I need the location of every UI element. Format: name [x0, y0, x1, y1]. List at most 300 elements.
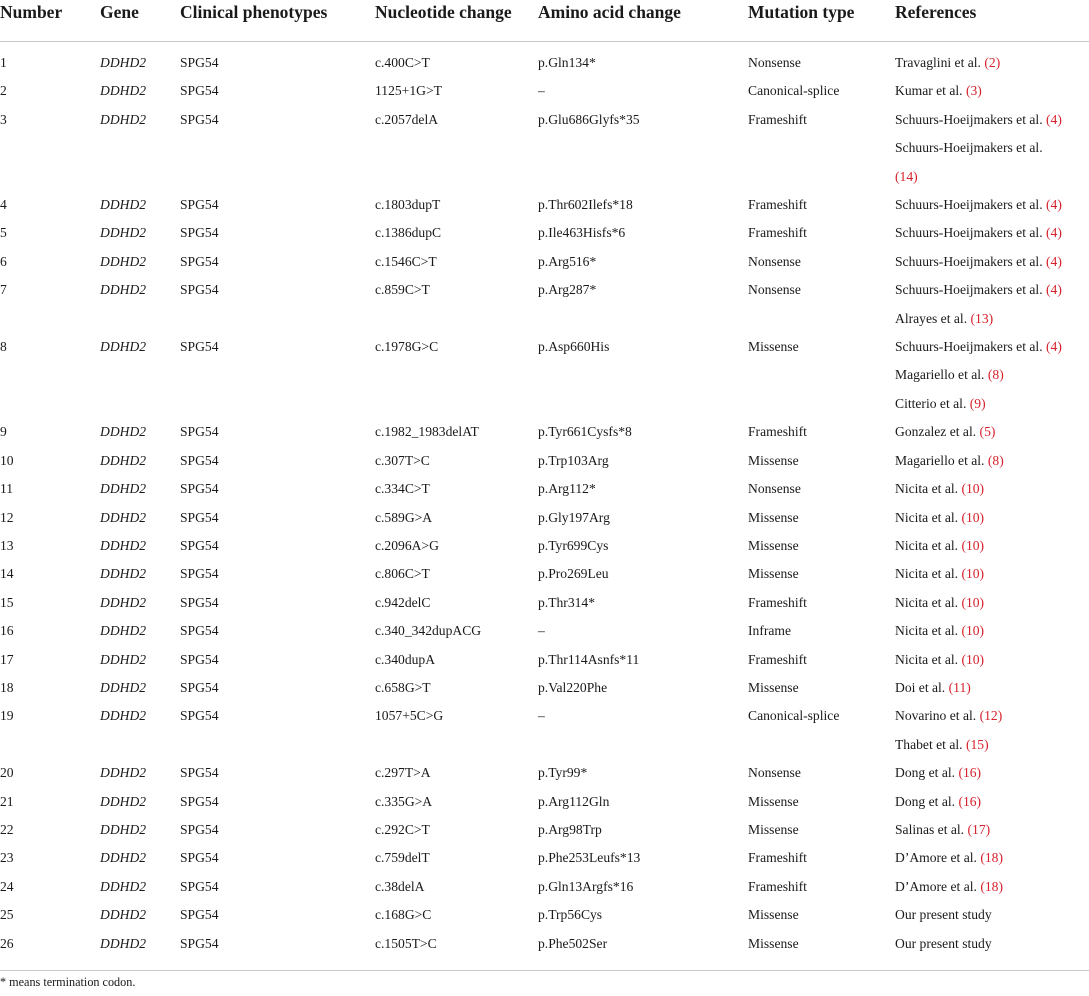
- cell-clinical-phenotype: SPG54: [180, 930, 375, 971]
- table-row: [0, 532, 1089, 560]
- table-row: [0, 844, 1089, 872]
- reference-number-link[interactable]: (4): [1046, 225, 1062, 241]
- table-row: [0, 930, 1089, 971]
- cell-references: [895, 475, 1089, 503]
- reference-author: Our present study: [895, 935, 992, 951]
- cell-gene: DDHD2: [100, 452, 147, 468]
- reference-entry: [895, 816, 1089, 844]
- cell-gene: DDHD2: [100, 225, 147, 241]
- header-mutation-type: Mutation type: [748, 0, 895, 42]
- reference-author: Nicita et al.: [895, 651, 959, 667]
- reference-author: Schuurs-Hoeijmakers et al.: [895, 140, 1043, 156]
- cell-clinical-phenotype: SPG54: [180, 197, 219, 213]
- table-row: [0, 901, 1089, 929]
- reference-number-link[interactable]: (8): [987, 367, 1004, 383]
- cell-amino-acid-change: p.Tyr99*: [538, 765, 588, 781]
- cell-references: [895, 106, 1089, 191]
- cell-nucleotide-change: c.1978G>C: [375, 339, 439, 355]
- reference-number-link[interactable]: (10): [961, 623, 985, 639]
- cell-references: [895, 844, 1089, 872]
- cell-amino-acid-change: p.Gln13Argfs*16: [538, 878, 634, 894]
- reference-entry: [895, 788, 1089, 816]
- table-body: [0, 42, 1089, 971]
- reference-number-link[interactable]: (14): [895, 168, 918, 184]
- cell-clinical-phenotype: SPG54: [180, 537, 219, 553]
- reference-author: Travaglini et al.: [895, 55, 981, 70]
- cell-references: [895, 219, 1089, 247]
- cell-amino-acid-change: p.Trp56Cys: [538, 907, 603, 923]
- reference-entry: [895, 361, 1089, 389]
- cell-nucleotide-change: 1125+1G>T: [375, 83, 442, 99]
- cell-gene: DDHD2: [100, 623, 147, 639]
- cell-clinical-phenotype: SPG54: [180, 821, 219, 837]
- cell-amino-acid-change: p.Glu686Glyfs*35: [538, 111, 640, 127]
- cell-gene: DDHD2: [100, 424, 147, 440]
- table-row: [0, 77, 1089, 105]
- reference-entry: [895, 901, 1089, 929]
- reference-entry: [895, 844, 1089, 872]
- reference-number-link[interactable]: (10): [961, 481, 985, 497]
- cell-references: [895, 674, 1089, 702]
- cell-amino-acid-change: –: [538, 83, 545, 99]
- cell-references: [895, 617, 1089, 645]
- cell-number: 23: [0, 850, 14, 866]
- cell-mutation-type: Frameshift: [748, 878, 807, 894]
- cell-amino-acid-change: p.Asp660His: [538, 339, 610, 355]
- reference-entry: [895, 674, 1089, 702]
- reference-number-link[interactable]: (13): [970, 310, 994, 326]
- reference-author: Doi et al.: [895, 679, 946, 695]
- cell-references: [895, 560, 1089, 588]
- table-footnote: * means termination codon.: [0, 975, 136, 989]
- cell-gene: DDHD2: [100, 850, 147, 866]
- cell-references: [895, 532, 1089, 560]
- cell-nucleotide-change: c.168G>C: [375, 907, 432, 923]
- cell-references: [895, 276, 1089, 333]
- cell-gene: DDHD2: [100, 651, 147, 667]
- cell-mutation-type: Missense: [748, 509, 799, 525]
- reference-number-link[interactable]: (18): [980, 878, 1003, 894]
- reference-author: Dong et al.: [895, 793, 956, 809]
- cell-clinical-phenotype: SPG54: [180, 679, 219, 695]
- cell-gene: DDHD2: [100, 282, 147, 298]
- cell-references: [895, 816, 1089, 844]
- header-number: Number: [0, 0, 100, 42]
- cell-amino-acid-change: p.Tyr661Cysfs*8: [538, 424, 632, 440]
- cell-mutation-type: Frameshift: [748, 197, 807, 213]
- reference-entry: [895, 106, 1089, 134]
- cell-number: 26: [0, 930, 100, 971]
- cell-clinical-phenotype: SPG54: [180, 651, 219, 667]
- reference-author: Citterio et al.: [895, 395, 967, 411]
- cell-gene: DDHD2: [100, 339, 147, 355]
- cell-number: 7: [0, 282, 7, 298]
- cell-amino-acid-change: p.Ile463Hisfs*6: [538, 225, 626, 241]
- reference-entry: [895, 873, 1089, 901]
- table-row: [0, 702, 1089, 759]
- cell-clinical-phenotype: SPG54: [180, 452, 219, 468]
- reference-number-link[interactable]: (12): [979, 708, 1003, 724]
- table-row: [0, 560, 1089, 588]
- cell-references: [895, 788, 1089, 816]
- table-row: [0, 674, 1089, 702]
- cell-clinical-phenotype: SPG54: [180, 878, 219, 894]
- cell-amino-acid-change: p.Gln134*: [538, 55, 596, 70]
- reference-author: Nicita et al.: [895, 481, 959, 497]
- reference-number-link[interactable]: (18): [980, 850, 1003, 866]
- cell-gene: DDHD2: [100, 509, 147, 525]
- cell-number: 17: [0, 651, 14, 667]
- cell-number: 19: [0, 708, 14, 724]
- reference-entry: [895, 646, 1089, 674]
- reference-author: Nicita et al.: [895, 594, 959, 610]
- table-row: [0, 42, 1089, 78]
- cell-mutation-type: Frameshift: [748, 850, 807, 866]
- cell-gene: DDHD2: [100, 821, 147, 837]
- reference-author: Schuurs-Hoeijmakers et al.: [895, 339, 1043, 355]
- cell-mutation-type: Frameshift: [748, 424, 807, 440]
- cell-number: 20: [0, 765, 14, 781]
- table-row: [0, 646, 1089, 674]
- cell-references: [895, 77, 1089, 105]
- cell-gene: DDHD2: [100, 878, 147, 894]
- cell-nucleotide-change: 1057+5C>G: [375, 708, 444, 724]
- cell-nucleotide-change: c.1546C>T: [375, 253, 437, 269]
- cell-mutation-type: Missense: [748, 452, 799, 468]
- reference-author: D’Amore et al.: [895, 878, 977, 894]
- reference-number-link[interactable]: (16): [958, 765, 982, 781]
- table-row: [0, 504, 1089, 532]
- reference-entry: [895, 504, 1089, 532]
- cell-number: 25: [0, 907, 14, 923]
- cell-amino-acid-change: p.Val220Phe: [538, 679, 608, 695]
- cell-mutation-type: Missense: [748, 907, 799, 923]
- reference-entry: [895, 589, 1089, 617]
- cell-gene: DDHD2: [100, 793, 147, 809]
- reference-author: Nicita et al.: [895, 566, 959, 582]
- cell-amino-acid-change: p.Trp103Arg: [538, 452, 609, 468]
- reference-author: Magariello et al.: [895, 367, 985, 383]
- cell-number: 16: [0, 623, 14, 639]
- cell-amino-acid-change: p.Thr114Asnfs*11: [538, 651, 640, 667]
- cell-mutation-type: Frameshift: [748, 651, 807, 667]
- reference-entry: [895, 560, 1089, 588]
- reference-author: Alrayes et al.: [895, 310, 968, 326]
- reference-number-link[interactable]: (4): [1046, 111, 1062, 127]
- reference-number-link[interactable]: (10): [961, 537, 985, 553]
- header-nucleotide-change: Nucleotide change: [375, 0, 538, 42]
- cell-clinical-phenotype: SPG54: [180, 793, 219, 809]
- cell-number: 1: [0, 55, 7, 70]
- cell-number: 22: [0, 821, 14, 837]
- table-row: [0, 788, 1089, 816]
- cell-amino-acid-change: p.Arg112Gln: [538, 793, 610, 809]
- cell-nucleotide-change: c.859C>T: [375, 282, 430, 298]
- cell-clinical-phenotype: SPG54: [180, 708, 219, 724]
- reference-number-link[interactable]: (5): [979, 424, 996, 440]
- cell-references: [895, 42, 1089, 78]
- cell-clinical-phenotype: SPG54: [180, 424, 219, 440]
- reference-entry: [895, 276, 1089, 304]
- cell-references: [895, 504, 1089, 532]
- reference-entry: [895, 390, 1089, 418]
- cell-number: 6: [0, 253, 7, 269]
- cell-mutation-type: Inframe: [748, 623, 792, 639]
- cell-gene: DDHD2: [100, 907, 147, 923]
- cell-nucleotide-change: c.759delT: [375, 850, 430, 866]
- cell-number: 9: [0, 424, 7, 440]
- cell-clinical-phenotype: SPG54: [180, 481, 219, 497]
- cell-references: [895, 873, 1089, 901]
- table-row: [0, 248, 1089, 276]
- cell-references: [895, 930, 1089, 971]
- cell-references: [895, 191, 1089, 219]
- cell-nucleotide-change: c.335G>A: [375, 793, 433, 809]
- cell-number: 15: [0, 594, 14, 610]
- cell-mutation-type: Nonsense: [748, 765, 801, 781]
- cell-number: 11: [0, 481, 14, 497]
- reference-number-link[interactable]: (2): [984, 55, 1001, 70]
- cell-nucleotide-change: c.658G>T: [375, 679, 431, 695]
- cell-number: 21: [0, 793, 14, 809]
- cell-gene: DDHD2: [100, 708, 147, 724]
- cell-mutation-type: Missense: [748, 566, 799, 582]
- reference-number-link[interactable]: (17): [967, 821, 991, 837]
- cell-references: [895, 418, 1089, 446]
- table-row: [0, 475, 1089, 503]
- reference-author: Our present study: [895, 907, 992, 923]
- cell-amino-acid-change: p.Phe253Leufs*13: [538, 850, 641, 866]
- cell-gene: DDHD2: [100, 481, 147, 497]
- header-row: [0, 0, 1089, 42]
- cell-mutation-type: Missense: [748, 793, 799, 809]
- reference-entry: [895, 731, 1089, 759]
- cell-nucleotide-change: c.2096A>G: [375, 537, 439, 553]
- reference-number-link[interactable]: (9): [969, 395, 986, 411]
- reference-number-link[interactable]: (4): [1046, 282, 1062, 298]
- reference-number-link[interactable]: (8): [987, 452, 1004, 468]
- cell-gene: DDHD2: [100, 594, 147, 610]
- reference-entry: [895, 930, 1089, 958]
- reference-entry: [895, 759, 1089, 787]
- cell-references: [895, 901, 1089, 929]
- cell-amino-acid-change: p.Arg516*: [538, 253, 597, 269]
- cell-nucleotide-change: c.1982_1983delAT: [375, 424, 479, 440]
- reference-entry: [895, 475, 1089, 503]
- cell-references: [895, 589, 1089, 617]
- cell-nucleotide-change: c.307T>C: [375, 452, 430, 468]
- reference-number-link[interactable]: (15): [965, 736, 989, 752]
- table-row: [0, 191, 1089, 219]
- cell-clinical-phenotype: SPG54: [180, 850, 219, 866]
- cell-gene: DDHD2: [100, 197, 147, 213]
- cell-nucleotide-change: c.297T>A: [375, 765, 431, 781]
- table-row: [0, 759, 1089, 787]
- cell-mutation-type: Missense: [748, 821, 799, 837]
- reference-number-link[interactable]: (11): [948, 679, 971, 695]
- table-row: [0, 106, 1089, 191]
- cell-clinical-phenotype: SPG54: [180, 253, 219, 269]
- cell-nucleotide-change: c.1505T>C: [375, 930, 538, 971]
- cell-amino-acid-change: p.Phe502Ser: [538, 930, 748, 971]
- cell-number: 8: [0, 339, 7, 355]
- cell-mutation-type: Nonsense: [748, 253, 801, 269]
- reference-number-link[interactable]: (4): [1046, 197, 1062, 213]
- reference-entry: [895, 447, 1089, 475]
- cell-mutation-type: Frameshift: [748, 225, 807, 241]
- cell-references: [895, 333, 1089, 418]
- reference-entry: [895, 305, 1089, 333]
- table-row: [0, 617, 1089, 645]
- cell-gene: DDHD2: [100, 566, 147, 582]
- cell-amino-acid-change: p.Thr314*: [538, 594, 596, 610]
- cell-mutation-type: Frameshift: [748, 594, 807, 610]
- reference-entry: [895, 163, 1089, 191]
- cell-mutation-type: Frameshift: [748, 111, 807, 127]
- table-row: [0, 589, 1089, 617]
- cell-number: 4: [0, 197, 7, 213]
- cell-number: 5: [0, 225, 7, 241]
- cell-nucleotide-change: c.292C>T: [375, 821, 430, 837]
- cell-number: 14: [0, 566, 14, 582]
- cell-clinical-phenotype: SPG54: [180, 623, 219, 639]
- reference-author: Nicita et al.: [895, 623, 959, 639]
- header-references: References: [895, 0, 1089, 42]
- cell-clinical-phenotype: SPG54: [180, 225, 219, 241]
- reference-number-link[interactable]: (4): [1046, 339, 1062, 355]
- reference-entry: [895, 191, 1089, 219]
- cell-number: 13: [0, 537, 14, 553]
- header-amino-acid-change: Amino acid change: [538, 0, 748, 42]
- reference-author: Schuurs-Hoeijmakers et al.: [895, 282, 1043, 298]
- reference-author: Schuurs-Hoeijmakers et al.: [895, 111, 1043, 127]
- cell-amino-acid-change: p.Tyr699Cys: [538, 537, 609, 553]
- cell-nucleotide-change: c.340dupA: [375, 651, 436, 667]
- cell-number: 24: [0, 878, 14, 894]
- cell-nucleotide-change: c.2057delA: [375, 111, 439, 127]
- reference-author: Nicita et al.: [895, 537, 959, 553]
- cell-mutation-type: Missense: [748, 537, 799, 553]
- cell-references: [895, 702, 1089, 759]
- reference-author: Novarino et al.: [895, 708, 977, 724]
- cell-amino-acid-change: p.Arg98Trp: [538, 821, 602, 837]
- cell-amino-acid-change: –: [538, 623, 545, 639]
- cell-amino-acid-change: p.Thr602Ilefs*18: [538, 197, 633, 213]
- cell-amino-acid-change: p.Gly197Arg: [538, 509, 610, 525]
- table-row: [0, 219, 1089, 247]
- header-clinical-phenotypes: Clinical phenotypes: [180, 0, 375, 42]
- cell-references: [895, 248, 1089, 276]
- reference-number-link[interactable]: (10): [961, 509, 985, 525]
- cell-number: 18: [0, 679, 14, 695]
- cell-nucleotide-change: c.340_342dupACG: [375, 623, 482, 639]
- table-row: [0, 276, 1089, 333]
- cell-references: [895, 646, 1089, 674]
- reference-entry: [895, 219, 1089, 247]
- table-row: [0, 816, 1089, 844]
- cell-nucleotide-change: c.1803dupT: [375, 197, 441, 213]
- reference-author: Gonzalez et al.: [895, 424, 977, 440]
- cell-mutation-type: Nonsense: [748, 481, 801, 497]
- reference-author: D’Amore et al.: [895, 850, 977, 866]
- cell-mutation-type: Missense: [748, 339, 799, 355]
- cell-nucleotide-change: c.806C>T: [375, 566, 430, 582]
- table-row: [0, 418, 1089, 446]
- cell-gene: DDHD2: [100, 537, 147, 553]
- cell-clinical-phenotype: SPG54: [180, 55, 219, 70]
- cell-amino-acid-change: p.Arg287*: [538, 282, 597, 298]
- cell-number: 10: [0, 452, 14, 468]
- reference-entry: [895, 49, 1089, 77]
- reference-author: Dong et al.: [895, 765, 956, 781]
- cell-nucleotide-change: c.1386dupC: [375, 225, 442, 241]
- cell-clinical-phenotype: SPG54: [180, 907, 219, 923]
- cell-mutation-type: Canonical-splice: [748, 83, 840, 99]
- cell-mutation-type: Canonical-splice: [748, 708, 840, 724]
- table-header: [0, 0, 1089, 42]
- reference-author: Thabet et al.: [895, 736, 963, 752]
- cell-gene: DDHD2: [100, 253, 147, 269]
- reference-number-link[interactable]: (10): [961, 594, 985, 610]
- cell-mutation-type: Missense: [748, 679, 799, 695]
- header-gene: Gene: [100, 0, 180, 42]
- cell-clinical-phenotype: SPG54: [180, 83, 219, 99]
- reference-number-link[interactable]: (10): [961, 566, 985, 582]
- reference-number-link[interactable]: (16): [958, 793, 982, 809]
- reference-author: Nicita et al.: [895, 509, 959, 525]
- cell-clinical-phenotype: SPG54: [180, 566, 219, 582]
- cell-nucleotide-change: c.38delA: [375, 878, 425, 894]
- cell-number: 12: [0, 509, 14, 525]
- cell-nucleotide-change: c.942delC: [375, 594, 431, 610]
- reference-entry: [895, 248, 1089, 276]
- reference-number-link[interactable]: (4): [1046, 253, 1062, 269]
- cell-references: [895, 759, 1089, 787]
- table-row: [0, 873, 1089, 901]
- cell-nucleotide-change: c.334C>T: [375, 481, 430, 497]
- reference-entry: [895, 77, 1089, 105]
- cell-mutation-type: Nonsense: [748, 282, 801, 298]
- cell-nucleotide-change: c.589G>A: [375, 509, 433, 525]
- reference-entry: [895, 617, 1089, 645]
- cell-clinical-phenotype: SPG54: [180, 765, 219, 781]
- reference-entry: [895, 532, 1089, 560]
- cell-nucleotide-change: c.400C>T: [375, 55, 430, 70]
- table-row: [0, 333, 1089, 418]
- cell-references: [895, 447, 1089, 475]
- reference-entry: [895, 702, 1089, 730]
- reference-number-link[interactable]: (3): [965, 83, 982, 99]
- cell-gene: DDHD2: [100, 111, 147, 127]
- reference-author: Schuurs-Hoeijmakers et al.: [895, 253, 1043, 269]
- cell-clinical-phenotype: SPG54: [180, 282, 219, 298]
- reference-author: Schuurs-Hoeijmakers et al.: [895, 197, 1043, 213]
- reference-author: Schuurs-Hoeijmakers et al.: [895, 225, 1043, 241]
- cell-gene: DDHD2: [100, 679, 147, 695]
- reference-entry: [895, 134, 1089, 162]
- cell-gene: DDHD2: [100, 55, 147, 70]
- cell-amino-acid-change: –: [538, 708, 545, 724]
- cell-number: 3: [0, 111, 7, 127]
- reference-number-link[interactable]: (10): [961, 651, 985, 667]
- cell-amino-acid-change: p.Pro269Leu: [538, 566, 609, 582]
- cell-clinical-phenotype: SPG54: [180, 594, 219, 610]
- reference-author: Kumar et al.: [895, 83, 963, 99]
- cell-clinical-phenotype: SPG54: [180, 111, 219, 127]
- reference-entry: [895, 333, 1089, 361]
- cell-number: 2: [0, 83, 7, 99]
- reference-entry: [895, 418, 1089, 446]
